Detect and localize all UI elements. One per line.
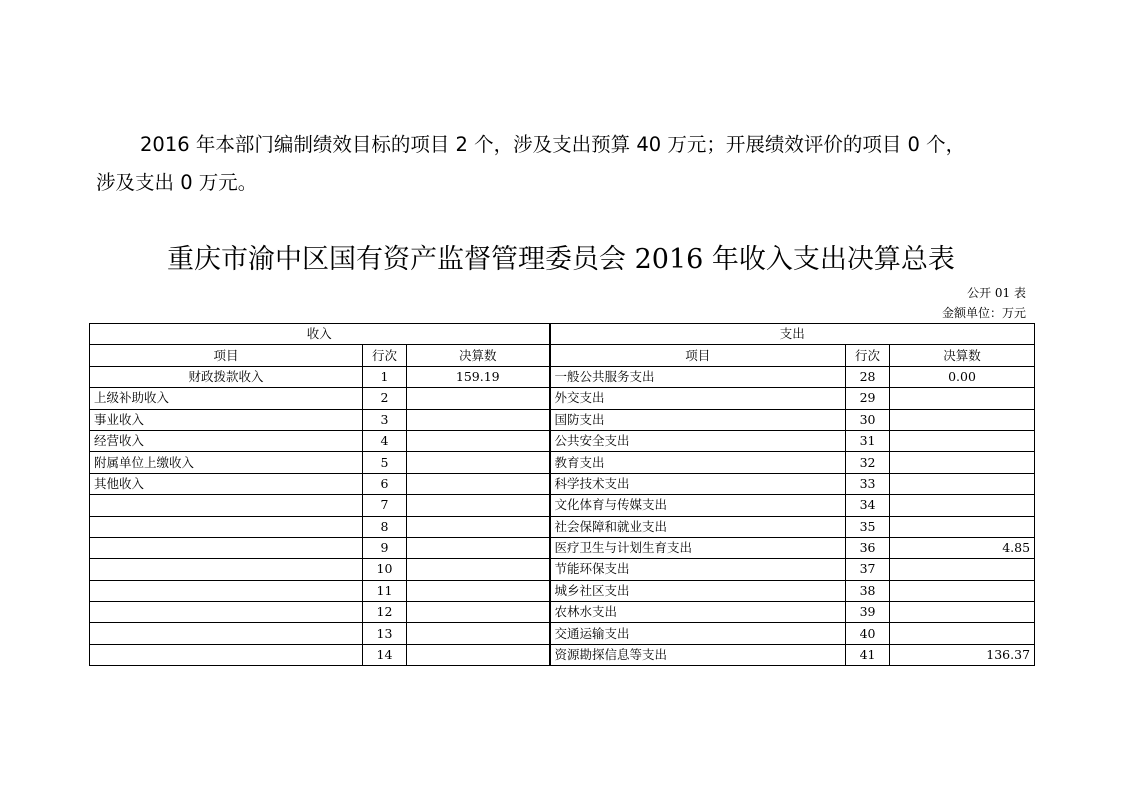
income-item-cell [90, 602, 363, 623]
expense-amount-cell [890, 495, 1035, 516]
expense-item-cell: 国防支出 [550, 409, 846, 430]
income-item-cell: 其他收入 [90, 473, 363, 494]
expense-item-cell: 科学技术支出 [550, 473, 846, 494]
expense-item-cell: 农林水支出 [550, 602, 846, 623]
income-row-no-cell: 12 [363, 602, 407, 623]
income-amount-cell [407, 516, 550, 537]
table-row [90, 452, 1035, 473]
income-amount-cell [407, 644, 550, 665]
income-amount-cell [407, 537, 550, 558]
expense-amount-cell: 4.85 [890, 537, 1035, 558]
income-row-no-cell: 14 [363, 644, 407, 665]
table-title: 重庆市渝中区国有资产监督管理委员会 2016 年收入支出决算总表 [167, 244, 955, 275]
income-row-no-cell: 4 [363, 430, 407, 451]
form-number: 公开 01 表 [967, 286, 1026, 300]
income-row-no-cell: 7 [363, 495, 407, 516]
expense-row-no-cell: 31 [846, 430, 890, 451]
income-amount-cell: 159.19 [407, 366, 550, 387]
table-row [90, 430, 1035, 451]
expense-row-no-cell: 29 [846, 388, 890, 409]
expense-amount-cell [890, 559, 1035, 580]
income-item-cell [90, 644, 363, 665]
income-item-cell [90, 580, 363, 601]
income-row-no-cell: 13 [363, 623, 407, 644]
income-row-no-cell: 5 [363, 452, 407, 473]
income-item-cell [90, 623, 363, 644]
income-item-cell: 附属单位上缴收入 [90, 452, 363, 473]
expense-item-cell: 交通运输支出 [550, 623, 846, 644]
income-item-cell [90, 559, 363, 580]
expense-row-no-cell: 36 [846, 537, 890, 558]
income-item-header: 项目 [90, 345, 363, 366]
income-amount-cell [407, 559, 550, 580]
income-amount-cell [407, 388, 550, 409]
income-amount-cell [407, 495, 550, 516]
expense-item-header: 项目 [550, 345, 846, 366]
expense-item-cell: 一般公共服务支出 [550, 366, 846, 387]
expense-row-no-cell: 41 [846, 644, 890, 665]
expense-row-no-header: 行次 [846, 345, 890, 366]
intro-paragraph-line-2: 涉及支出 0 万元。 [96, 171, 258, 194]
income-expense-table [89, 323, 1035, 666]
table-row [90, 366, 1035, 387]
income-section-header: 收入 [90, 324, 550, 345]
income-amount-cell [407, 473, 550, 494]
income-amount-cell [407, 580, 550, 601]
expense-row-no-cell: 39 [846, 602, 890, 623]
expense-amount-cell [890, 580, 1035, 601]
income-item-cell: 经营收入 [90, 430, 363, 451]
table-row [90, 388, 1035, 409]
table-row [90, 409, 1035, 430]
expense-item-cell: 节能环保支出 [550, 559, 846, 580]
expense-amount-cell [890, 516, 1035, 537]
income-item-cell: 财政拨款收入 [90, 366, 363, 387]
expense-section-header: 支出 [550, 324, 1035, 345]
expense-item-cell: 资源勘探信息等支出 [550, 644, 846, 665]
income-row-no-cell: 6 [363, 473, 407, 494]
expense-row-no-cell: 34 [846, 495, 890, 516]
expense-amount-header: 决算数 [890, 345, 1035, 366]
expense-amount-cell: 136.37 [890, 644, 1035, 665]
expense-row-no-cell: 37 [846, 559, 890, 580]
expense-row-no-cell: 35 [846, 516, 890, 537]
income-item-cell: 事业收入 [90, 409, 363, 430]
column-header-row [90, 345, 1035, 366]
expense-amount-cell [890, 388, 1035, 409]
income-row-no-cell: 11 [363, 580, 407, 601]
expense-row-no-cell: 33 [846, 473, 890, 494]
expense-item-cell: 社会保障和就业支出 [550, 516, 846, 537]
income-row-no-cell: 10 [363, 559, 407, 580]
income-amount-cell [407, 409, 550, 430]
table-row [90, 580, 1035, 601]
expense-row-no-cell: 32 [846, 452, 890, 473]
expense-item-cell: 外交支出 [550, 388, 846, 409]
expense-amount-cell [890, 602, 1035, 623]
expense-item-cell: 公共安全支出 [550, 430, 846, 451]
income-amount-cell [407, 452, 550, 473]
expense-amount-cell: 0.00 [890, 366, 1035, 387]
income-row-no-cell: 2 [363, 388, 407, 409]
table-row [90, 644, 1035, 665]
income-row-no-cell: 3 [363, 409, 407, 430]
expense-amount-cell [890, 623, 1035, 644]
income-amount-cell [407, 623, 550, 644]
income-amount-cell [407, 430, 550, 451]
table-row [90, 473, 1035, 494]
income-row-no-cell: 8 [363, 516, 407, 537]
table-row [90, 495, 1035, 516]
section-header-row [90, 324, 1035, 345]
expense-amount-cell [890, 473, 1035, 494]
income-row-no-header: 行次 [363, 345, 407, 366]
expense-row-no-cell: 38 [846, 580, 890, 601]
expense-amount-cell [890, 430, 1035, 451]
table-row [90, 537, 1035, 558]
expense-amount-cell [890, 452, 1035, 473]
table-row [90, 516, 1035, 537]
income-row-no-cell: 9 [363, 537, 407, 558]
expense-row-no-cell: 40 [846, 623, 890, 644]
income-item-cell [90, 537, 363, 558]
income-row-no-cell: 1 [363, 366, 407, 387]
expense-row-no-cell: 28 [846, 366, 890, 387]
income-item-cell [90, 516, 363, 537]
expense-amount-cell [890, 409, 1035, 430]
expense-item-cell: 文化体育与传媒支出 [550, 495, 846, 516]
income-amount-cell [407, 602, 550, 623]
intro-paragraph-line-1: 2016 年本部门编制绩效目标的项目 2 个，涉及支出预算 40 万元；开展绩效评价的项目 0 个， [140, 133, 966, 156]
expense-item-cell: 教育支出 [550, 452, 846, 473]
income-item-cell: 上级补助收入 [90, 388, 363, 409]
income-amount-header: 决算数 [407, 345, 550, 366]
table-row [90, 602, 1035, 623]
expense-item-cell: 医疗卫生与计划生育支出 [550, 537, 846, 558]
expense-item-cell: 城乡社区支出 [550, 580, 846, 601]
amount-unit: 金额单位：万元 [941, 306, 1026, 320]
table-row [90, 623, 1035, 644]
income-item-cell [90, 495, 363, 516]
table-row [90, 559, 1035, 580]
expense-row-no-cell: 30 [846, 409, 890, 430]
